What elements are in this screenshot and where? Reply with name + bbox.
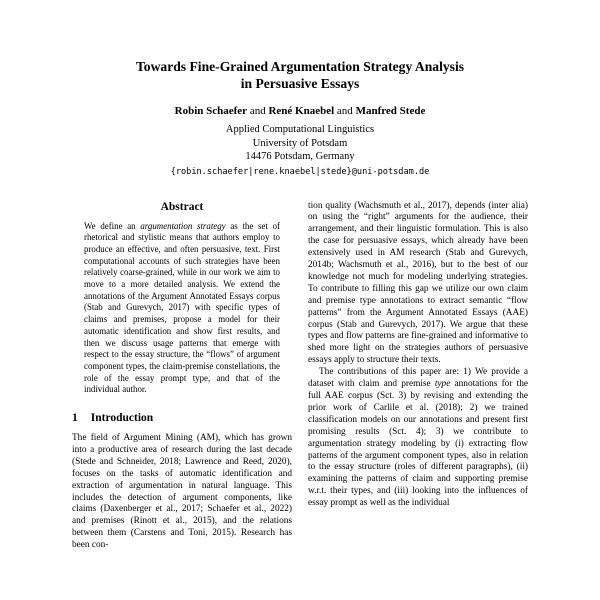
section-title: Introduction — [90, 412, 154, 425]
author-name: Robin Schaefer — [174, 105, 248, 117]
affiliation-line: University of Potsdam — [252, 137, 348, 149]
affiliation-line: Applied Computational Linguistics — [225, 124, 375, 135]
contributions-segment: annotations for the full AAE corpus (Sct. 3) by revising and extending the prior work of Carlile et al. (2018); 2) we trained classification models on our annotations and present first promising results (Sct. 4); 3) we contribute to argumentation strategy modeling by (i) extracting flow patterns of the argument component types, also in relation to the essay structure (roles of different paragraphs), (ii) examining the patterns of claim and supporting premise w.r.t. their types, and (iii) looking into the influences of essay prompt as well as the individual — [308, 379, 528, 509]
author-name: René Knaebel — [268, 105, 335, 117]
paper-title — [72, 58, 528, 92]
author-separator: and — [249, 105, 266, 117]
abstract-text — [72, 221, 292, 397]
section-number: 1 — [72, 412, 78, 425]
email-line: {robin.schaefer|rene.knaebel|stede}@uni-potsdam.de — [170, 166, 430, 177]
two-column-body — [72, 201, 528, 553]
abstract-segment: We define an — [84, 220, 141, 231]
abstract-heading: Abstract — [160, 200, 204, 213]
right-column-paragraph-2 — [308, 367, 528, 510]
abstract-segment: as the set of rhetorical and stylistic means that authors employ to produce an effective, and often persuasive, text. First computational accounts of such strategies have been relatively coarse-grained, while in our work we aim to move to a more detailed analysis. We extend the annotations of the Argument Annotated Essays corpus (Stab and Gurevych, 2017) with specific types of claims and premises, propose a model for their automatic identification and show first results, and then we discuss usage patterns that emerge with respect to the essay structure, the “flows” of argument component types, the claim-premise constellations, the role of the essay prompt type, and that of the individual author. — [84, 220, 281, 395]
paper-title-line1: Towards Fine-Grained Argumentation Strategy Analysis — [135, 59, 465, 74]
author-line — [72, 105, 528, 118]
section-heading-introduction — [72, 412, 292, 424]
paper-title-line2: in Persuasive Essays — [240, 76, 360, 91]
affiliation-line: 14476 Potsdam, Germany — [245, 151, 355, 162]
right-column — [308, 201, 528, 553]
author-name: Manfred Stede — [355, 105, 426, 117]
left-column — [72, 201, 292, 553]
author-separator: and — [336, 105, 353, 117]
intro-paragraph: The field of Argument Mining (AM), which has grown into a productive area of research during the last decade (Stede and Schneider, 2018; Lawrence and Reed, 2020), focuses on the tasks of automatic identification and extraction of argumentation in natural language. This includes the detection of argument components, like claims (Daxenberger et al., 2017; Schaefer et al., 2022) and premises (Rinott et al., 2015), and the relations between them (Carstens and Toni, 2015). Research has been con- — [72, 433, 292, 551]
abstract-italic-term: argumentation strategy — [140, 220, 226, 231]
contributions-italic-term: type — [434, 379, 451, 390]
contributions-segment: The contributions of this paper are: 1) We provide a dataset with claim and premise — [308, 367, 528, 390]
right-column-paragraph-1: tion quality (Wachsmuth et al., 2017), depends (inter alia) on using the “right” arguments for the audience, their arrangement, and their linguistic formulation. This is also the case for persuasive essays, which already have been extensively used in AM research (Stab and Gurevych, 2014b; Wachsmuth et al., 2016), but to the best of our knowledge not much for modeling underlying strategies. To contribute to filling this gap we utilize our own claim and premise type annotations to extract semantic “flow patterns” from the Argument Annotated Essays (AAE) corpus (Stab and Gurevych, 2017). We argue that these types and flow patterns are fine-grained and informative to shed more light on the strategies authors of persuasive essays apply to structure their texts. — [308, 200, 528, 366]
